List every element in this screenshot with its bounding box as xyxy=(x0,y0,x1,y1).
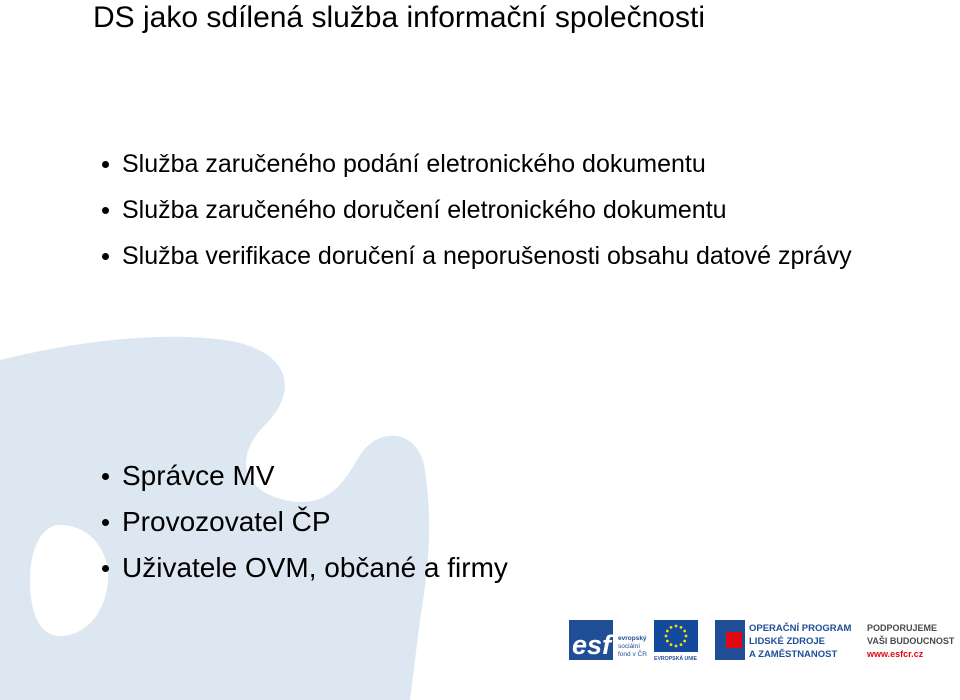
eu-star-icon xyxy=(670,643,673,646)
op-line-2: LIDSKÉ ZDROJE xyxy=(749,636,826,647)
support-line-2: VAŠI BUDOUCNOST xyxy=(867,636,955,646)
bullet-icon xyxy=(102,473,109,480)
slide-title: DS jako sdílená služba informační společnosti xyxy=(93,1,705,34)
op-logo-accent xyxy=(726,632,742,648)
eu-star-icon xyxy=(666,640,669,643)
list-item xyxy=(0,238,953,274)
eu-star-icon xyxy=(675,625,678,628)
esf-caption-1: evropský xyxy=(618,635,647,642)
services-list xyxy=(0,150,953,292)
bullet-icon xyxy=(102,207,109,214)
list-item xyxy=(0,460,508,492)
list-item xyxy=(0,196,953,224)
bullet-icon xyxy=(102,253,109,260)
list-item xyxy=(0,150,953,178)
eu-star-icon xyxy=(675,645,678,648)
eu-star-icon xyxy=(680,626,683,629)
eu-star-icon xyxy=(683,640,686,643)
list-item xyxy=(0,506,508,538)
eu-star-icon xyxy=(670,626,673,629)
op-logo xyxy=(715,620,851,660)
op-line-1: OPERAČNÍ PROGRAM xyxy=(749,623,852,634)
list-item-text: Služba zaručeného podání eletronického dokumentu xyxy=(122,150,706,178)
list-item xyxy=(0,552,508,584)
eu-star-icon xyxy=(685,635,688,638)
list-item-text: Služba verifikace doručení a neporušenosti obsahu datové zprávy xyxy=(122,242,852,270)
eu-star-icon xyxy=(683,630,686,633)
bullet-icon xyxy=(102,519,109,526)
eu-star-icon xyxy=(680,643,683,646)
eu-star-icon xyxy=(665,635,668,638)
list-item-text: Správce MV xyxy=(122,460,275,491)
eu-caption: EVROPSKÁ UNIE xyxy=(654,656,697,662)
support-text xyxy=(866,623,955,659)
support-url: www.esfcr.cz xyxy=(867,649,924,659)
list-item-text: Provozovatel ČP xyxy=(122,506,331,537)
footer-logos xyxy=(568,614,960,670)
support-line-1: PODPORUJEME xyxy=(867,623,938,633)
actors-list xyxy=(0,460,508,598)
op-line-3: A ZAMĚSTNANOST xyxy=(749,649,838,660)
esf-logo-text: esf xyxy=(572,630,612,660)
list-item-text: Služba zaručeného doručení eletronického dokumentu xyxy=(122,196,727,224)
esf-logo xyxy=(569,620,647,660)
esf-caption-2: sociální xyxy=(618,643,641,650)
esf-caption-3: fond v ČR xyxy=(618,651,647,658)
bullet-icon xyxy=(102,161,109,168)
eu-star-icon xyxy=(666,630,669,633)
eu-flag xyxy=(654,620,698,662)
bullet-icon xyxy=(102,565,109,572)
list-item-text: Uživatele OVM, občané a firmy xyxy=(122,552,508,583)
